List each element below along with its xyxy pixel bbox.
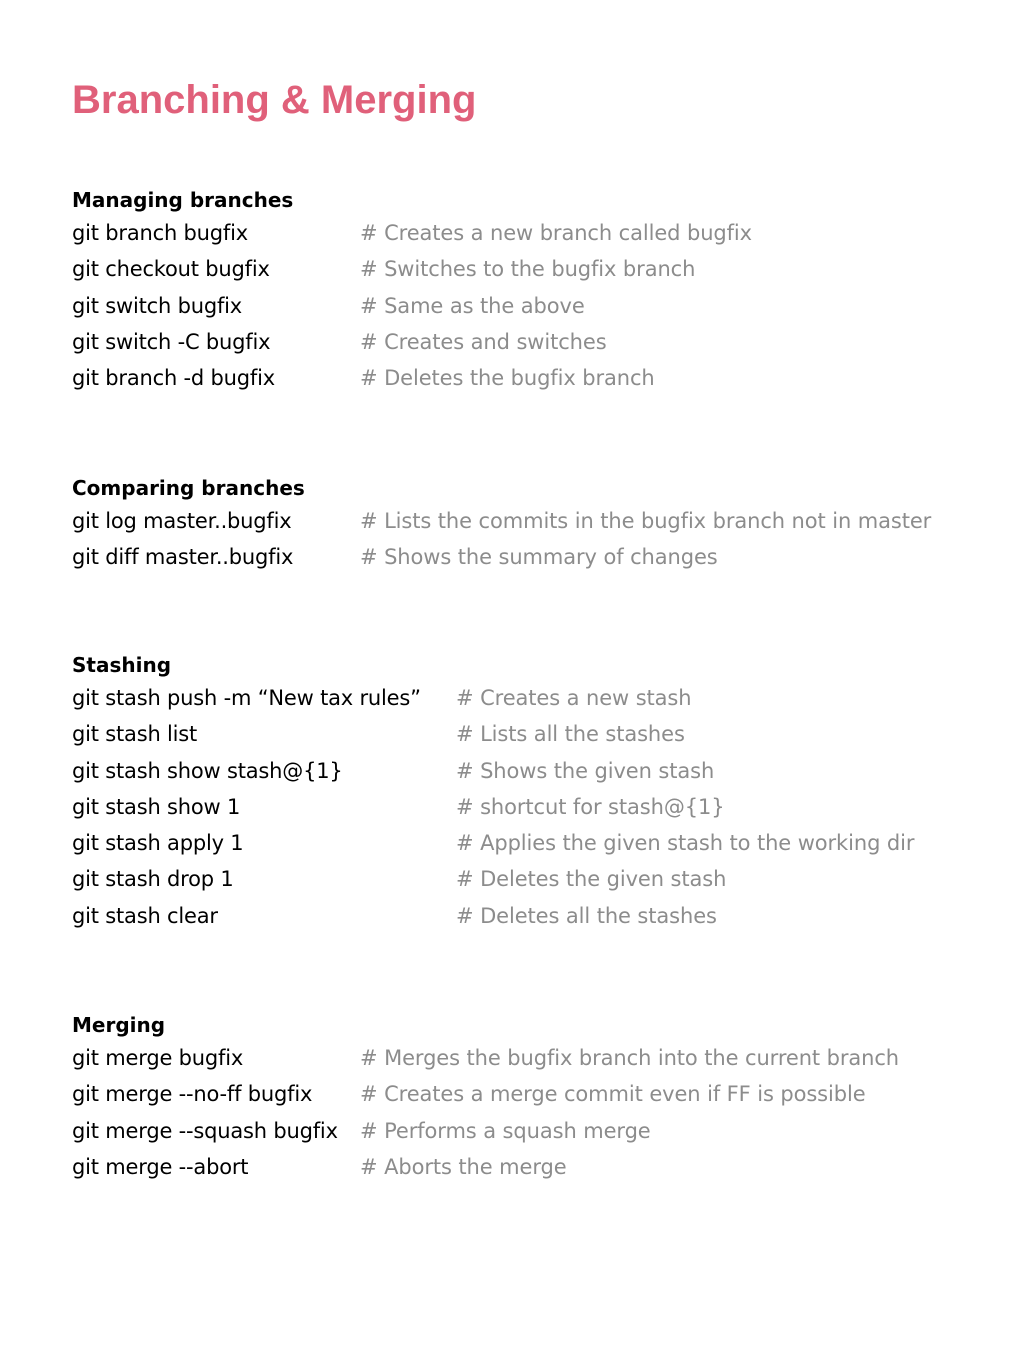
- command-row: [72, 1076, 992, 1112]
- command-text: git stash clear: [72, 903, 218, 928]
- command-row: [72, 753, 992, 789]
- command-comment: # Shows the summary of changes: [360, 545, 718, 570]
- command-row: [72, 215, 992, 251]
- command-comment: # Creates a new stash: [456, 686, 692, 710]
- section-heading: Managing branches: [72, 188, 294, 212]
- command-text: git stash drop 1: [72, 867, 234, 892]
- command-row: [72, 680, 992, 716]
- command-text: git merge --abort: [72, 1154, 249, 1179]
- command-text: git branch bugfix: [72, 221, 248, 245]
- command-row: [72, 324, 992, 360]
- command-row: [72, 503, 992, 539]
- command-text: git stash push -m “New tax rules”: [72, 686, 421, 710]
- command-text: git merge --no-ff bugfix: [72, 1082, 313, 1107]
- command-text: git diff master..bugfix: [72, 545, 294, 570]
- command-text: git stash list: [72, 722, 198, 747]
- section-managing-branches: [72, 185, 992, 396]
- command-comment: # Lists all the stashes: [456, 722, 685, 747]
- command-row: [72, 1113, 992, 1149]
- command-text: git switch -C bugfix: [72, 329, 271, 354]
- command-row: [72, 539, 992, 575]
- command-row: [72, 861, 992, 897]
- command-text: git merge bugfix: [72, 1046, 244, 1070]
- command-row: [72, 789, 992, 825]
- command-text: git merge --squash bugfix: [72, 1118, 338, 1143]
- command-row: [72, 716, 992, 752]
- command-comment: # shortcut for stash@{1}: [456, 794, 725, 819]
- command-text: git log master..bugfix: [72, 509, 292, 533]
- command-comment: # Same as the above: [360, 293, 585, 318]
- command-comment: # Deletes all the stashes: [456, 903, 717, 928]
- command-comment: # Shows the given stash: [456, 758, 715, 783]
- command-comment: # Aborts the merge: [360, 1154, 567, 1179]
- command-comment: # Creates a new branch called bugfix: [360, 221, 752, 245]
- command-comment: # Lists the commits in the bugfix branch not in master: [360, 509, 932, 533]
- command-text: git branch -d bugfix: [72, 366, 275, 391]
- command-row: [72, 251, 992, 287]
- section-heading: Comparing branches: [72, 476, 305, 500]
- section-heading: Stashing: [72, 653, 172, 677]
- command-text: git stash show 1: [72, 794, 241, 819]
- command-comment: # Performs a squash merge: [360, 1118, 651, 1143]
- command-row: [72, 1040, 992, 1076]
- command-row: [72, 825, 992, 861]
- command-text: git stash show stash@{1}: [72, 758, 343, 783]
- page-title: Branching & Merging: [72, 78, 477, 122]
- command-comment: # Deletes the bugfix branch: [360, 366, 655, 391]
- command-row: [72, 288, 992, 324]
- section-comparing-branches: [72, 473, 992, 576]
- command-text: git switch bugfix: [72, 293, 243, 318]
- command-row: [72, 898, 992, 934]
- command-comment: # Creates and switches: [360, 329, 607, 354]
- section-merging: [72, 1010, 992, 1185]
- command-comment: # Applies the given stash to the working dir: [456, 831, 915, 856]
- command-comment: # Switches to the bugfix branch: [360, 257, 696, 282]
- command-comment: # Deletes the given stash: [456, 867, 727, 892]
- command-text: git checkout bugfix: [72, 257, 270, 282]
- section-stashing: [72, 650, 992, 934]
- command-row: [72, 1149, 992, 1185]
- command-comment: # Creates a merge commit even if FF is possible: [360, 1082, 866, 1107]
- command-row: [72, 360, 992, 396]
- command-comment: # Merges the bugfix branch into the current branch: [360, 1046, 900, 1070]
- command-text: git stash apply 1: [72, 831, 244, 856]
- section-heading: Merging: [72, 1013, 166, 1037]
